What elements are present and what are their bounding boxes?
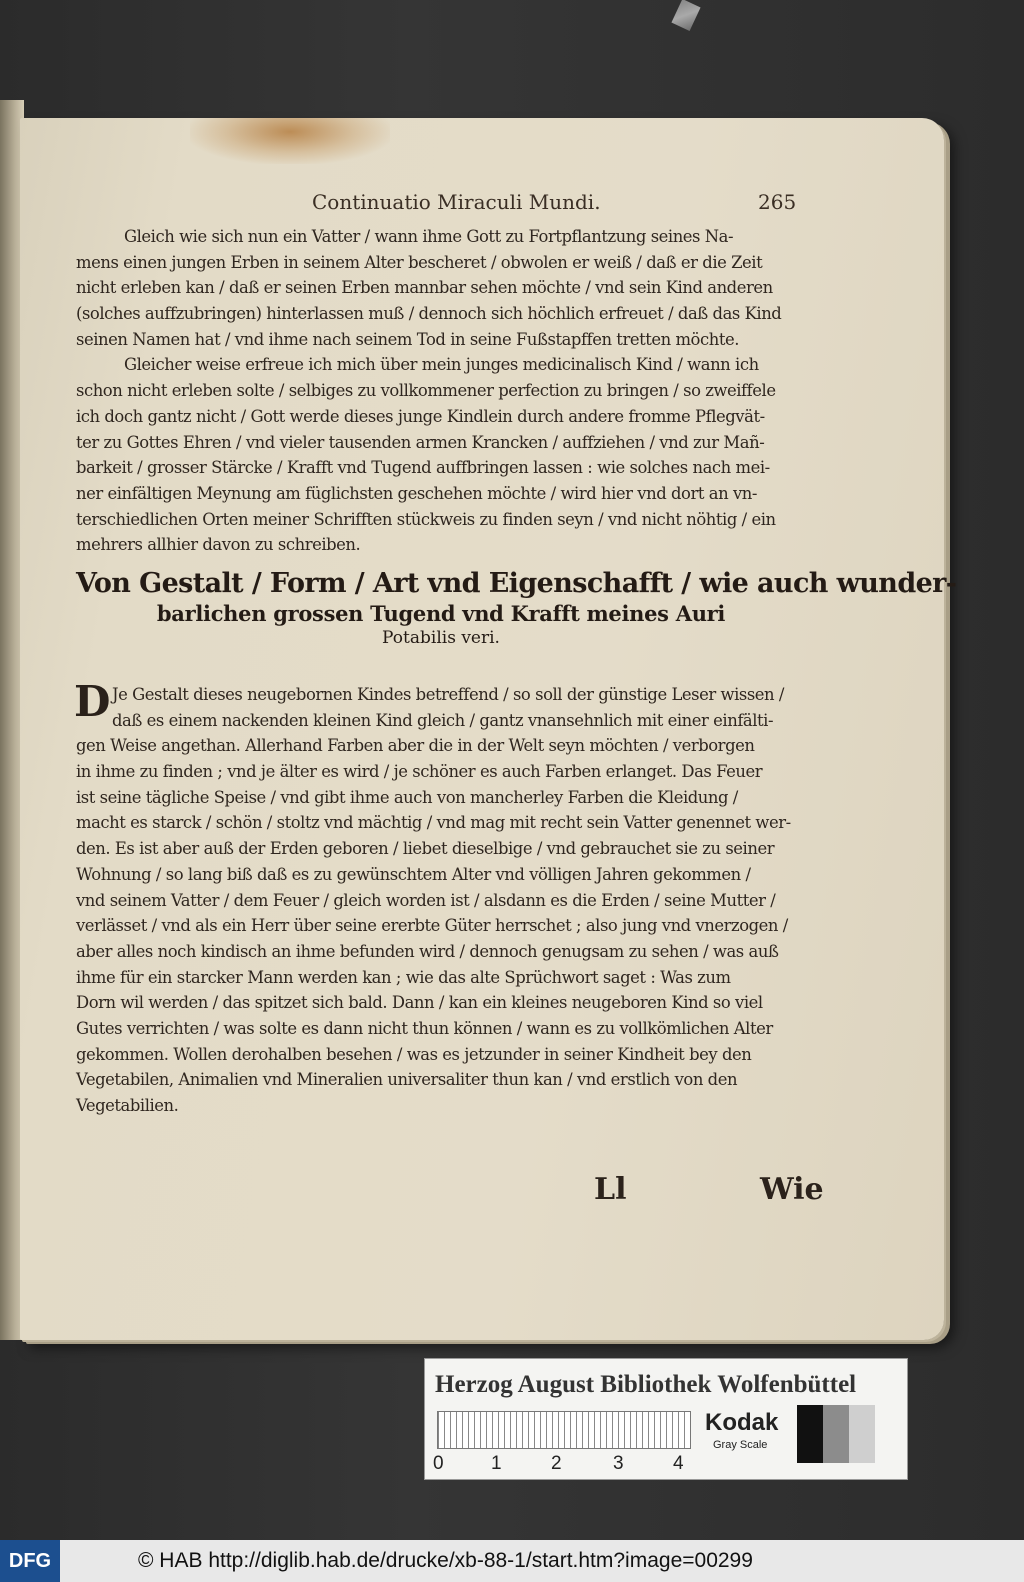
text-line: aber alles noch kindisch an ihme befunden wird / dennoch genugsam zu sehen / was auß (76, 941, 779, 961)
ruler-number: 4 (673, 1453, 684, 1474)
heading-line-2: barlichen grossen Tugend vnd Krafft meines Auri (156, 601, 726, 626)
text-line: gen Weise angethan. Allerhand Farben aber die in der Welt seyn möchten / verborgen (76, 736, 755, 756)
text-line: gekommen. Wollen derohalben besehen / was es jetzunder in seiner Kindheit bey den (76, 1044, 752, 1064)
text-line: barkeit / grosser Stärcke / Krafft vnd Tugend auffbringen lassen : wie solches nach mei- (76, 458, 770, 478)
signature-mark: Ll (594, 1172, 627, 1207)
text-line: Gleich wie sich nun ein Vatter / wann ihme Gott zu Fortpflantzung seines Na- (124, 227, 734, 246)
text-line: den. Es ist aber auß der Erden geboren / liebet dieselbige / vnd gebrauchet sie zu seiner (76, 839, 775, 859)
text-line: ich doch gantz nicht / Gott werde dieses junge Kindlein durch andere fromme Pflegvät- (76, 406, 765, 426)
color-card (424, 1358, 908, 1480)
footer-bar (0, 1540, 1024, 1582)
gray-patch-dark (823, 1405, 849, 1463)
heading-line-3: Potabilis veri. (382, 628, 500, 648)
ruler-number: 3 (613, 1453, 624, 1474)
text-line: nicht erleben kan / daß er seinen Erben mannbar sehen möchte / vnd sein Kind anderen (76, 278, 773, 298)
text-line: Vegetabilen, Animalien vnd Mineralien universaliter thun kan / vnd erstlich von den (76, 1070, 738, 1090)
text-line: in ihme zu finden ; vnd je älter es wird / je schöner es auch Farben erlanget. Das Feuer (76, 762, 763, 782)
gray-patch-light (849, 1405, 875, 1463)
text-line: ner einfältigen Meynung am füglichsten geschehen möchte / wird hier vnd dort an vn- (76, 483, 757, 503)
ruler-number: 1 (491, 1453, 502, 1474)
catchword: Wie (760, 1172, 824, 1207)
ruler-number: 0 (433, 1453, 444, 1474)
text-line: Je Gestalt dieses neugebornen Kindes betreffend / so soll der günstige Leser wissen / (112, 685, 784, 704)
source-credit-link[interactable]: © HAB http://diglib.hab.de/drucke/xb-88-1/start.htm?image=00299 (138, 1549, 753, 1572)
text-line: macht es starck / schön / stoltz vnd mächtig / vnd mag mit recht sein Vatter genennet wer- (76, 813, 791, 833)
dfg-logo: DFG (0, 1540, 60, 1582)
text-line: daß es einem nackenden kleinen Kind gleich / gantz vnansehnlich mit einer einfälti- (112, 710, 774, 730)
text-line: vnd seinem Vatter / dem Feuer / gleich worden ist / alsdann es die Erden / seine Mutter / (76, 890, 776, 910)
gray-patch-black (797, 1405, 823, 1463)
page-stain (190, 118, 390, 164)
text-line: Gutes verrichten / was solte es dann nicht thun können / wann es zu vollkömlichen Alter (76, 1018, 773, 1038)
paragraph-2 (76, 682, 810, 1119)
text-line: terschiedlichen Orten meiner Schrifften stückweis zu finden seyn / vnd nicht nöhtig / ein (76, 509, 776, 529)
text-line: verlässet / vnd als ein Herr über seine ererbte Güter herrschet ; also jung vnd vnerzogen / (76, 916, 788, 936)
ruler-ticks (438, 1412, 690, 1448)
text-line: Gleicher weise erfreue ich mich über mein junges medicinalisch Kind / wann ich (124, 355, 759, 375)
text-line: ter zu Gottes Ehren / vnd vieler tausenden armen Krancken / auffziehen / vnd zur Mañ- (76, 432, 765, 452)
section-heading (76, 568, 957, 648)
grayscale-label: Gray Scale (713, 1439, 768, 1451)
heading-line-1: Von Gestalt / Form / Art vnd Eigenschafft / wie auch wunder- (76, 568, 957, 599)
drop-cap: D (74, 677, 111, 726)
text-line: ist seine tägliche Speise / vnd gibt ihme auch von mancherley Farben die Kleidung / (76, 787, 738, 807)
text-line: (solches auffzubringen) hinterlassen muß / dennoch sich höchlich erfreuet / daß das Kind (76, 304, 782, 324)
library-name: Herzog August Bibliothek Wolfenbüttel (435, 1371, 857, 1398)
text-line: Dorn wil werden / das spitzet sich bald. Dann / kan ein kleines neugeboren Kind so viel (76, 993, 763, 1013)
text-line: Vegetabilien. (76, 1096, 179, 1115)
text-line: mehrers allhier davon zu schreiben. (76, 535, 361, 555)
kodak-logo: Kodak (705, 1409, 779, 1436)
scale-ruler (437, 1411, 691, 1449)
running-head: Continuatio Miraculi Mundi. (312, 190, 601, 214)
page-number: 265 (758, 190, 797, 214)
text-line: schon nicht erleben solte / selbiges zu vollkommener perfection zu bringen / so zweiffele (76, 381, 776, 401)
text-line: Wohnung / so lang biß daß es zu gewünschtem Alter vnd völligen Jahren gekommen / (76, 864, 751, 884)
text-line: seinen Namen hat / vnd ihme nach seinem Tod in seine Fußstapffen tretten möchte. (76, 329, 739, 349)
ruler-number: 2 (551, 1453, 562, 1474)
text-line: ihme für ein starcker Mann werden kan ; wie das alte Sprüchwort saget : Was zum (76, 967, 731, 987)
paragraph-1 (76, 224, 806, 558)
text-line: mens einen jungen Erben in seinem Alter bescheret / obwolen er weiß / daß er die Zeit (76, 252, 763, 272)
